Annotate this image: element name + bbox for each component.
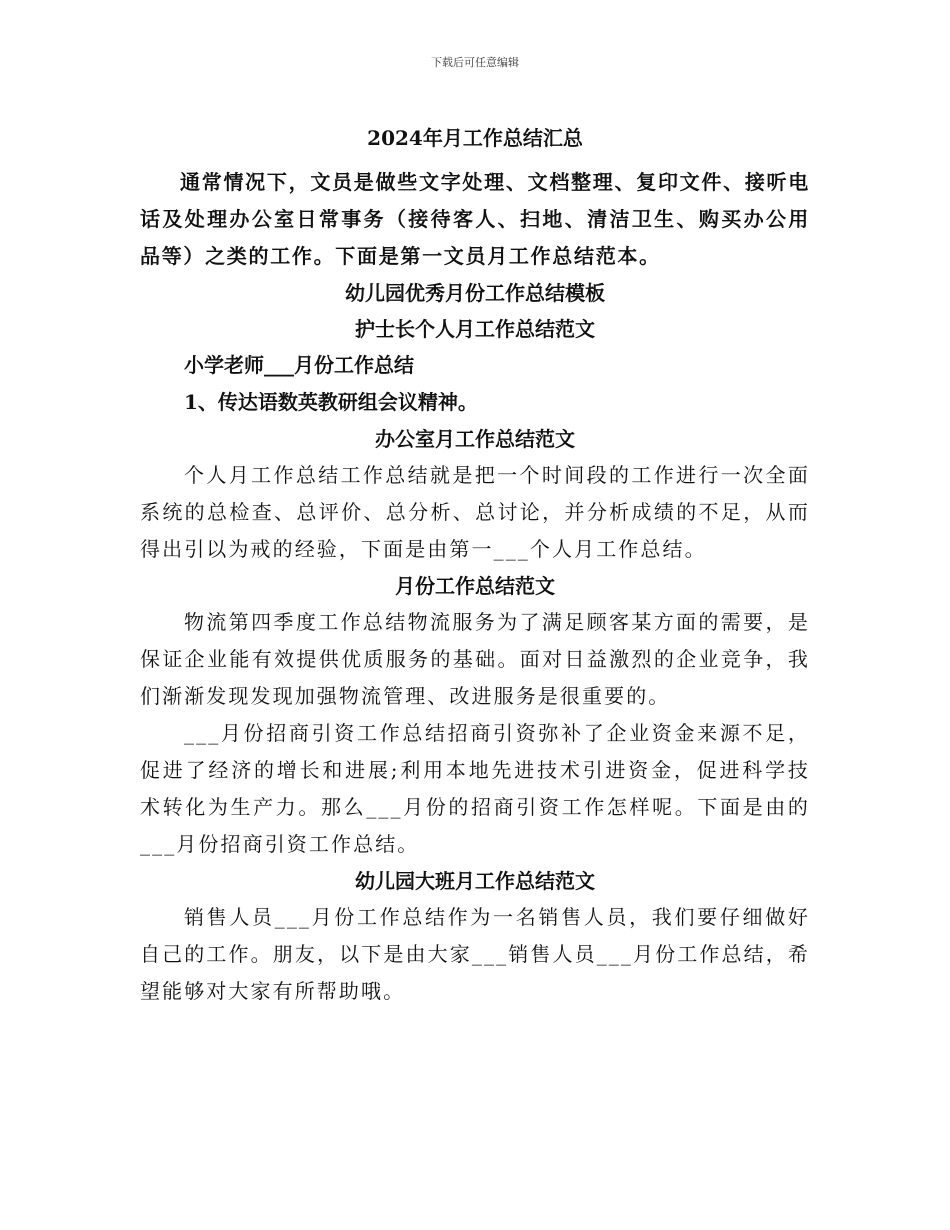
paragraph-logistics: 物流第四季度工作总结物流服务为了满足顾客某方面的需要，是保证企业能有效提供优质服务的基础。面对日益激烈的企业竞争，我们渐渐发现发现加强物流管理、改进服务是很重要的。	[140, 610, 810, 708]
section-heading-office: 办公室月工作总结范文	[375, 427, 575, 451]
section-heading-kindergarten-senior: 幼儿园大班月工作总结范文	[355, 869, 595, 893]
paragraph-sales: 销售人员___月份工作总结作为一名销售人员，我们要仔细做好自己的工作。朋友，以下是由大家___销售人员___月份工作总结，希望能够对大家有所帮助哦。	[140, 905, 810, 1003]
paragraph-investment: ___月份招商引资工作总结招商引资弥补了企业资金来源不足，促进了经济的增长和进展;利用本地先进技术引进资金，促进科学技术转化为生产力。那么___月份的招商引资工作怎样呢。下面是由的___月份招商引资工作总结。	[140, 721, 810, 856]
document-body	[140, 120, 810, 1010]
header-note: 下载后可任意编辑	[431, 56, 519, 69]
teaching-meeting-line: 1、传达语数英教研组会议精神。	[184, 390, 478, 414]
intro-paragraph: 通常情况下，文员是做些文字处理、文档整理、复印文件、接听电话及处理办公室日常事务（接待客人、扫地、清洁卫生、购买办公用品等）之类的工作。下面是第一文员月工作总结范本。	[140, 170, 810, 268]
section-heading-head-nurse: 护士长个人月工作总结范文	[355, 317, 595, 341]
section-heading-kindergarten-template: 幼儿园优秀月份工作总结模板	[345, 281, 605, 305]
document-title: 2024年月工作总结汇总	[367, 126, 583, 150]
primary-teacher-line: 小学老师___月份工作总结	[184, 353, 414, 377]
paragraph-personal-summary: 个人月工作总结工作总结就是把一个时间段的工作进行一次全面系统的总检查、总评价、总分析、总讨论，并分析成绩的不足，从而得出引以为戒的经验，下面是由第一___个人月工作总结。	[140, 463, 810, 561]
section-heading-monthly: 月份工作总结范文	[395, 574, 555, 598]
